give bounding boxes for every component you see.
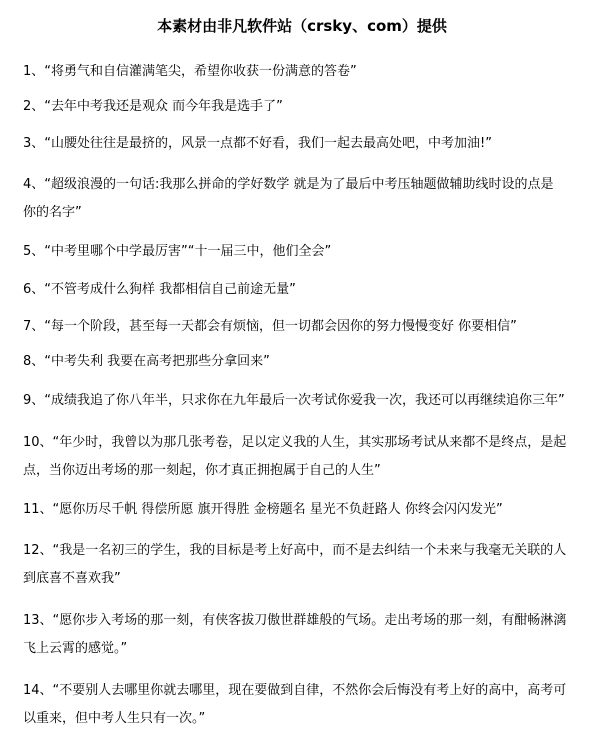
list-item-9-line-1: [23, 385, 588, 416]
item-number: 9、: [23, 393, 45, 408]
item-number: 13、: [23, 613, 53, 628]
item-text: “去年中考我还是观众 而今年我是选手了”: [44, 99, 283, 114]
list-item-12-line-1: [23, 535, 588, 566]
item-text: “山腰处往往是最挤的，风景一点都不好看，我们一起去最高处吧，中考加油!”: [44, 136, 492, 151]
item-number: 12、: [23, 543, 53, 558]
list-item-14-line-2: [23, 703, 588, 734]
item-text: “不管考成什么狗样 我都相信自己前途无量”: [44, 282, 296, 297]
item-text: “将勇气和自信灌满笔尖，希望你收获一份满意的答卷”: [44, 64, 357, 79]
item-number: 14、: [23, 683, 53, 698]
item-number: 8、: [23, 354, 45, 369]
item-number: 6、: [23, 282, 45, 297]
list-item-10-line-2: [23, 455, 588, 486]
item-number: 11、: [23, 502, 53, 517]
list-item-12-line-2: [23, 563, 588, 594]
item-number: 3、: [23, 136, 45, 151]
item-text: “中考里哪个中学最厉害”“十一届三中，他们全会”: [44, 244, 332, 259]
item-text: “中考失利 我要在高考把那些分拿回来”: [44, 354, 270, 369]
item-text: “成绩我追了你八年半，只求你在九年最后一次考试你爱我一次，我还可以再继续追你三年”: [44, 393, 565, 408]
item-text: “不要别人去哪里你就去哪里，现在要做到自律，不然你会后悔没有考上好的高中，高考可: [52, 683, 567, 698]
item-number: 5、: [23, 244, 45, 259]
item-text: 到底喜不喜欢我”: [23, 571, 121, 586]
item-text: 点，当你迈出考场的那一刻起，你才真正拥抱属于自己的人生”: [23, 463, 381, 478]
list-item-5-line-1: [23, 236, 588, 267]
list-item-6-line-1: [23, 274, 588, 305]
list-item-7-line-1: [23, 311, 588, 342]
item-text: “年少时，我曾以为那几张考卷，足以定义我的人生，其实那场考试从来都不是终点，是起: [52, 435, 567, 450]
item-number: 7、: [23, 319, 45, 334]
item-number: 4、: [23, 177, 45, 192]
item-text: 你的名字”: [23, 205, 82, 220]
item-number: 2、: [23, 99, 45, 114]
item-text: “超级浪漫的一句话:我那么拼命的学好数学 就是为了最后中考压轴题做辅助线时设的点是: [44, 177, 554, 192]
list-item-8-line-1: [23, 346, 588, 377]
list-item-3-line-1: [23, 128, 588, 159]
list-item-14-line-1: [23, 675, 588, 706]
page-title: 本素材由非凡软件站（crsky、com）提供: [157, 17, 447, 35]
item-text: “我是一名初三的学生，我的目标是考上好高中，而不是去纠结一个未来与我毫无关联的人: [52, 543, 567, 558]
item-text: “愿你历尽千帆 得偿所愿 旗开得胜 金榜题名 星光不负赶路人 你终会闪闪发光”: [52, 502, 503, 517]
item-text: 飞上云霄的感觉。”: [23, 641, 128, 656]
list-item-13-line-2: [23, 633, 588, 664]
item-text: 以重来，但中考人生只有一次。”: [23, 711, 206, 726]
list-item-1-line-1: [23, 56, 588, 87]
list-item-13-line-1: [23, 605, 588, 636]
list-item-11-line-1: [23, 494, 588, 525]
list-item-4-line-1: [23, 169, 588, 200]
item-text: “愿你步入考场的那一刻，有侠客拔刀傲世群雄般的气场。走出考场的那一刻，有酣畅淋漓: [52, 613, 567, 628]
list-item-2-line-1: [23, 91, 588, 122]
list-item-10-line-1: [23, 427, 588, 458]
item-number: 10、: [23, 435, 53, 450]
item-number: 1、: [23, 64, 45, 79]
list-item-4-line-2: [23, 197, 588, 228]
item-text: “每一个阶段，甚至每一天都会有烦恼，但一切都会因你的努力慢慢变好 你要相信”: [44, 319, 517, 334]
